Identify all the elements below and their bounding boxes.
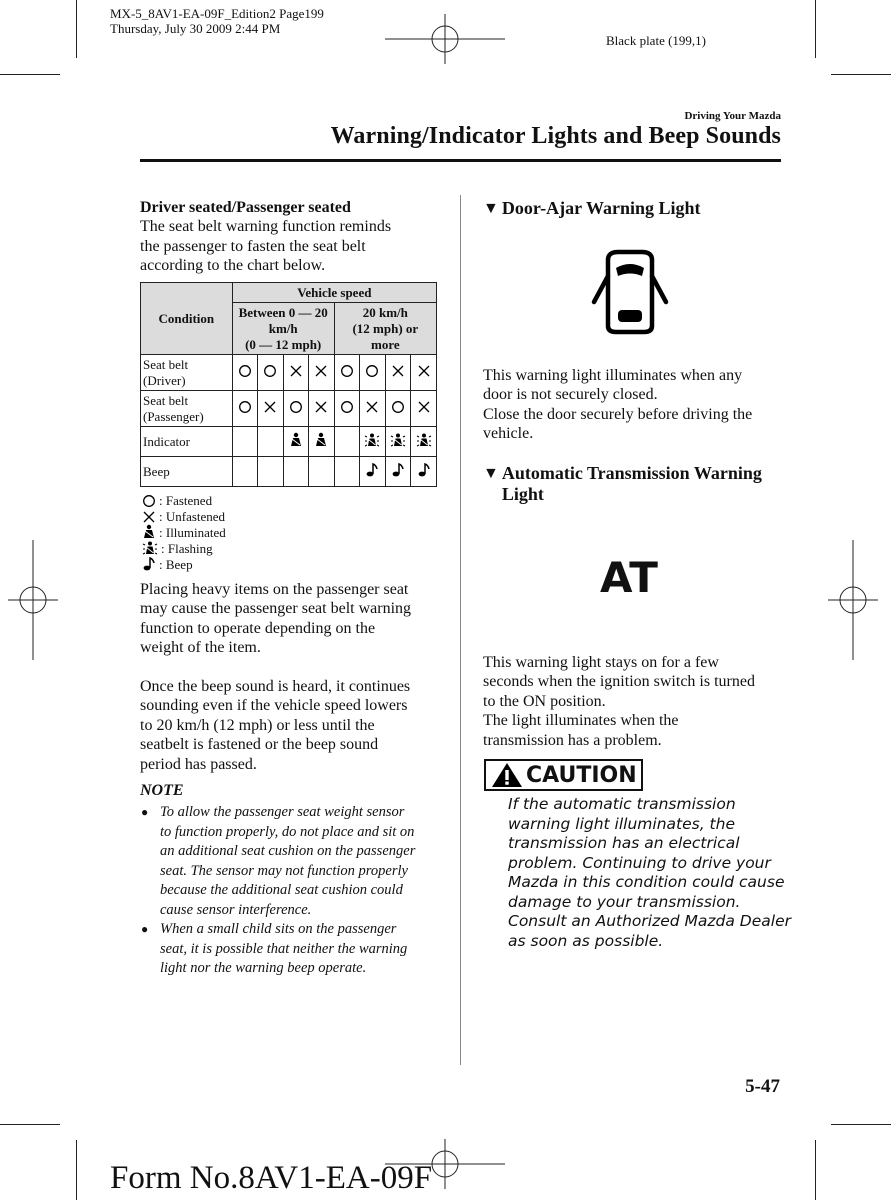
circle-icon	[142, 494, 156, 508]
table-cell	[309, 355, 335, 391]
triangle-down-icon: ▼	[483, 200, 499, 217]
crop-mark	[76, 0, 77, 58]
beep-paragraph: Once the beep sound is heard, it continues sounding even if the vehicle speed lowers to 20 km/h (12 mph) or less until the seatbelt is fastened or the beep sound period has passed.	[140, 678, 411, 773]
crop-mark	[0, 74, 60, 75]
table-cell	[385, 427, 411, 457]
table-cell	[258, 355, 284, 391]
triangle-down-icon: ▼	[483, 465, 499, 482]
table-cell	[258, 391, 284, 427]
table-cell	[411, 457, 437, 487]
note-title: NOTE	[140, 782, 184, 799]
door-ajar-text: This warning light illuminates when any door is not securely closed. Close the door securely before driving the vehicle.	[483, 367, 753, 443]
printer-line-2: Thursday, July 30 2009 2:44 PM	[110, 21, 281, 36]
crop-mark	[76, 1140, 77, 1200]
cross-icon	[391, 366, 405, 381]
caution-label: CAUTION	[526, 762, 637, 788]
subheading: Driver seated/Passenger seated	[140, 199, 351, 216]
note-icon	[142, 556, 156, 572]
crop-mark	[831, 1124, 891, 1125]
table-cell	[232, 427, 258, 457]
table-cell	[360, 391, 386, 427]
seatbelt-icon	[314, 436, 328, 451]
crop-mark	[815, 0, 816, 58]
table-cell	[334, 391, 360, 427]
printer-info	[110, 6, 324, 36]
table-cell	[360, 427, 386, 457]
at-warning-heading: ▼ Automatic Transmission Warning Light	[483, 463, 762, 504]
table-cell	[258, 427, 284, 457]
seatbelt-flash-icon	[390, 436, 406, 451]
condition-header: Condition	[141, 283, 233, 355]
cross-icon	[314, 402, 328, 417]
table-cell	[232, 355, 258, 391]
note-icon	[417, 466, 431, 481]
legend-item: : Beep	[142, 556, 226, 572]
note-item: ● To allow the passenger seat weight sensor to function properly, do not place and sit on an additional seat cushion on the passenger seat. The sensor may not function properly because the additional seat cushion could cause sensor interference.	[141, 803, 451, 920]
circle-icon	[289, 402, 303, 417]
note-icon	[365, 466, 379, 481]
at-warning-icon: AT	[600, 553, 658, 602]
door-ajar-icon	[588, 248, 672, 336]
header-rule	[140, 159, 781, 162]
registration-mark-right	[828, 540, 878, 660]
table-cell	[283, 391, 309, 427]
vehicle-speed-header: Vehicle speed	[232, 283, 436, 303]
speed-low-header: Between 0 — 20 km/h (0 — 12 mph)	[232, 303, 334, 355]
table-cell	[334, 457, 360, 487]
seatbelt-icon	[142, 524, 156, 540]
registration-mark-left	[8, 540, 58, 660]
cross-icon	[142, 510, 156, 524]
note-icon	[391, 466, 405, 481]
door-ajar-heading: ▼ Door-Ajar Warning Light	[483, 198, 701, 218]
row-label: Seat belt (Passenger)	[141, 391, 233, 427]
row-label: Indicator	[141, 427, 233, 457]
table-cell	[411, 355, 437, 391]
form-number: Form No.8AV1-EA-09F	[110, 1160, 433, 1196]
table-cell	[232, 457, 258, 487]
cross-icon	[417, 366, 431, 381]
caution-text: If the automatic transmission warning light illuminates, the transmission has an electrical problem. Continuing to drive your Mazda in this condition could cause damage to your transmission. Consult an Authorized Mazda Dealer as soon as possible.	[508, 795, 791, 950]
circle-icon	[340, 366, 354, 381]
bullet-icon: ●	[141, 805, 149, 819]
table-cell	[385, 355, 411, 391]
seatbelt-icon	[289, 436, 303, 451]
circle-icon	[263, 366, 277, 381]
table-cell	[309, 427, 335, 457]
row-label: Seat belt (Driver)	[141, 355, 233, 391]
cross-icon	[314, 366, 328, 381]
legend-item: : Illuminated	[142, 524, 226, 540]
table-row	[141, 391, 437, 427]
legend-item: : Flashing	[142, 540, 226, 556]
left-column	[140, 198, 445, 276]
warning-triangle-icon	[490, 761, 524, 789]
circle-icon	[391, 402, 405, 417]
weight-paragraph: Placing heavy items on the passenger seat may cause the passenger seat belt warning function to operate depending on the weight of the item.	[140, 581, 412, 657]
table-cell	[283, 457, 309, 487]
caution-label-box	[484, 759, 643, 791]
cross-icon	[417, 402, 431, 417]
page-number: 5-47	[745, 1076, 780, 1097]
table-cell	[309, 391, 335, 427]
at-warning-text: This warning light stays on for a few seconds when the ignition switch is turned to the ON position. The light illuminates when the transmission has a problem.	[483, 654, 755, 749]
crop-mark	[0, 1124, 60, 1125]
seatbelt-chart	[140, 282, 437, 487]
table-cell	[411, 427, 437, 457]
table-cell	[283, 427, 309, 457]
circle-icon	[238, 402, 252, 417]
circle-icon	[238, 366, 252, 381]
cross-icon	[263, 402, 277, 417]
plate-label: Black plate (199,1)	[606, 33, 706, 48]
legend-item: : Unfastened	[142, 509, 226, 525]
table-cell	[385, 457, 411, 487]
cross-icon	[365, 402, 379, 417]
circle-icon	[340, 402, 354, 417]
table-cell	[232, 391, 258, 427]
intro-text: The seat belt warning function reminds the passenger to fasten the seat belt according to the chart below.	[140, 218, 392, 275]
column-divider	[460, 195, 461, 1065]
registration-mark-top	[385, 14, 505, 64]
seatbelt-flash-icon	[416, 436, 432, 451]
circle-icon	[365, 366, 379, 381]
section-label: Driving Your Mazda	[684, 110, 781, 122]
table-row	[141, 427, 437, 457]
table-cell	[258, 457, 284, 487]
table-cell	[283, 355, 309, 391]
table-cell	[360, 457, 386, 487]
note-item: ● When a small child sits on the passenger seat, it is possible that neither the warning light nor the warning beep operate.	[141, 920, 451, 979]
table-row	[141, 457, 437, 487]
table-cell	[385, 391, 411, 427]
legend-item: : Fastened	[142, 493, 226, 509]
chart-legend	[142, 493, 226, 572]
speed-high-header: 20 km/h (12 mph) or more	[334, 303, 436, 355]
table-cell	[309, 457, 335, 487]
crop-mark	[831, 74, 891, 75]
seatbelt-flash-icon	[142, 540, 158, 556]
crop-mark	[815, 1140, 816, 1200]
row-label: Beep	[141, 457, 233, 487]
table-cell	[334, 427, 360, 457]
cross-icon	[289, 366, 303, 381]
table-cell	[360, 355, 386, 391]
note-list	[141, 803, 451, 979]
table-row	[141, 355, 437, 391]
seatbelt-flash-icon	[364, 436, 380, 451]
page-title: Warning/Indicator Lights and Beep Sounds	[330, 123, 781, 149]
table-cell	[334, 355, 360, 391]
printer-line-1: MX-5_8AV1-EA-09F_Edition2 Page199	[110, 6, 324, 21]
bullet-icon: ●	[141, 922, 149, 936]
table-cell	[411, 391, 437, 427]
